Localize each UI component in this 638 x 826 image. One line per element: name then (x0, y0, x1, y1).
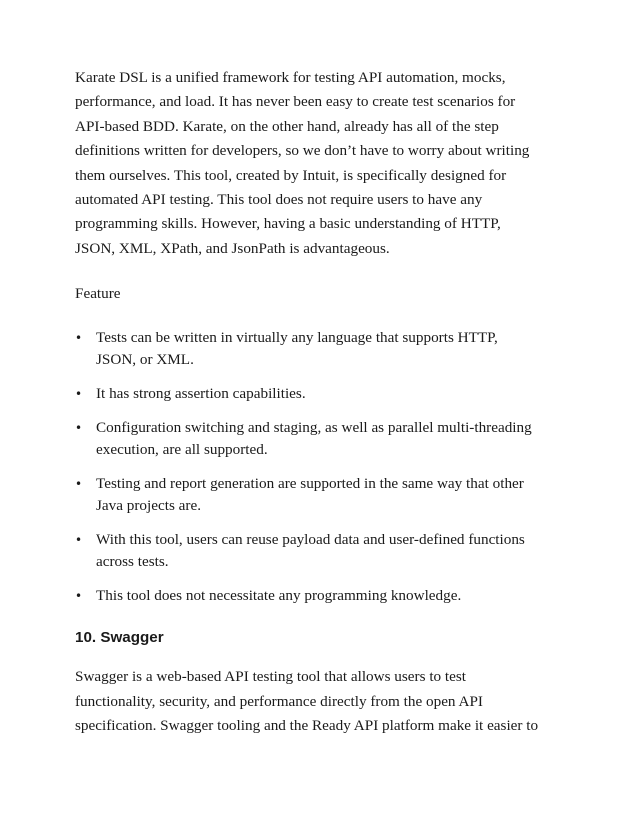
feature-line: With this tool, users can reuse payload data and user-defined functions (96, 531, 525, 549)
feature-line: across tests. (96, 553, 169, 571)
list-item (75, 473, 575, 517)
feature-line: Tests can be written in virtually any language that supports HTTP, (96, 329, 498, 347)
bullet-icon: • (75, 477, 83, 492)
intro-line: Karate DSL is a unified framework for testing API automation, mocks, (75, 69, 506, 86)
feature-line: Java projects are. (96, 497, 201, 515)
intro-line: definitions written for developers, so we don’t have to worry about writing (75, 142, 530, 160)
bullet-icon: • (75, 589, 83, 604)
bullet-icon: • (75, 421, 83, 436)
list-item (75, 383, 575, 405)
feature-line: It has strong assertion capabilities. (96, 385, 306, 403)
feature-line: execution, are all supported. (96, 441, 268, 459)
feature-line: Configuration switching and staging, as well as parallel multi-threading (96, 419, 532, 437)
feature-line: Testing and report generation are supported in the same way that other (96, 475, 524, 493)
intro-line: them ourselves. This tool, created by Intuit, is specifically designed for (75, 166, 507, 184)
intro-line: automated API testing. This tool does not require users to have any (75, 191, 483, 209)
intro-line: performance, and load. It has never been easy to create test scenarios for (75, 93, 516, 111)
bullet-icon: • (75, 533, 83, 548)
list-item (75, 327, 575, 371)
intro-paragraph (75, 66, 575, 261)
feature-list (75, 327, 575, 607)
feature-line: This tool does not necessitate any programming knowledge. (96, 587, 462, 605)
intro-line: JSON, XML, XPath, and JsonPath is advantageous. (75, 239, 390, 257)
swagger-line: functionality, security, and performance directly from the open API (75, 692, 483, 710)
feature-line: JSON, or XML. (96, 351, 194, 369)
bullet-icon: • (75, 387, 83, 402)
intro-line: programming skills. However, having a basic understanding of HTTP, (75, 215, 501, 233)
swagger-line: Swagger is a web-based API testing tool that allows users to test (75, 668, 467, 686)
list-item (75, 585, 575, 607)
feature-heading: Feature (75, 285, 121, 303)
document-page (75, 66, 575, 738)
intro-line: API-based BDD. Karate, on the other hand, already has all of the step (75, 117, 499, 135)
list-item (75, 529, 575, 573)
swagger-paragraph (75, 665, 575, 738)
bullet-icon: • (75, 331, 83, 346)
list-item (75, 417, 575, 461)
swagger-line: specification. Swagger tooling and the Ready API platform make it easier to (75, 717, 539, 735)
section-heading: 10. Swagger (75, 629, 164, 647)
